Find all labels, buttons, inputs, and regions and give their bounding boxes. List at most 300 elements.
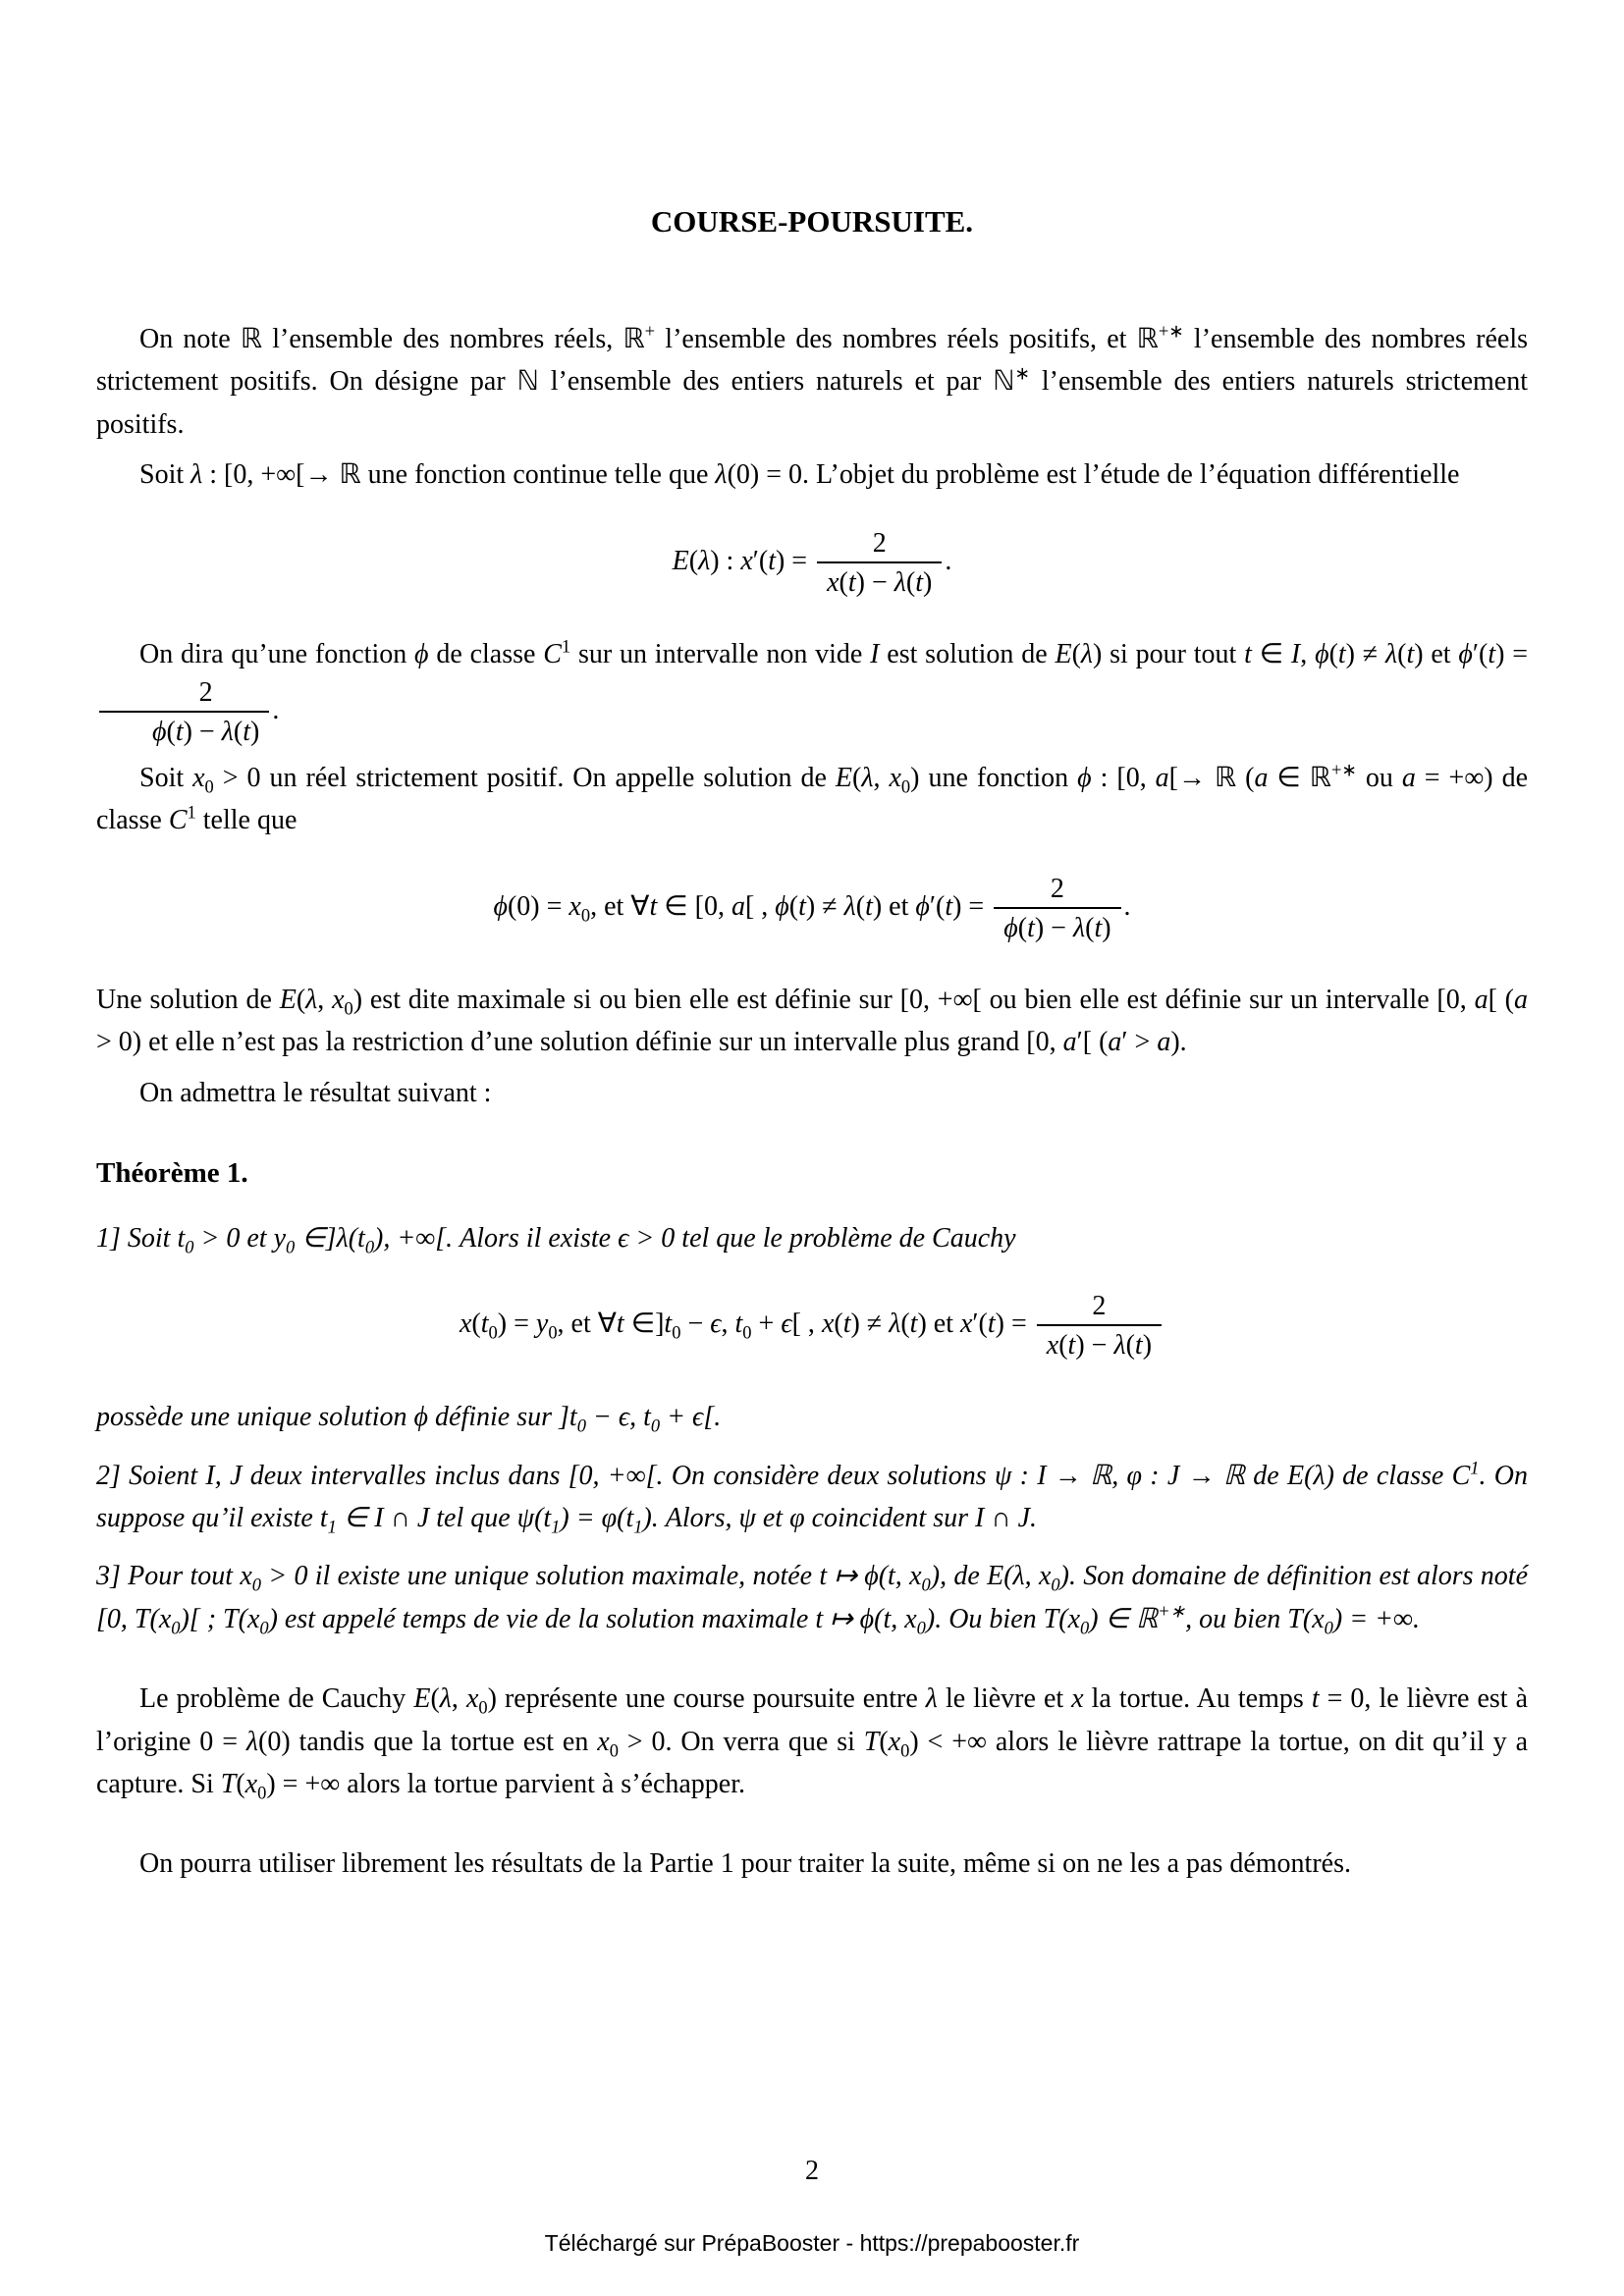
text-run: → ℝ de — [1179, 1460, 1288, 1491]
text-run: de classe — [428, 638, 544, 669]
text-run: ∈ ℝ — [1268, 762, 1331, 793]
math-variable: a — [1514, 984, 1529, 1015]
math-variable: y — [535, 1308, 549, 1340]
math-variable: ϕ — [864, 1561, 879, 1592]
text-run: ∈] — [295, 1222, 337, 1254]
text-run: 1] Soit — [96, 1222, 178, 1254]
text-run: On pourra utiliser librement les résultats de la Partie 1 pour traiter la suite, même si on ne les a pas démontrés. — [139, 1848, 1351, 1880]
math-variable: t — [625, 1503, 634, 1534]
text-run: ). — [1170, 1027, 1187, 1058]
text-run: ) ≠ — [805, 890, 844, 922]
math-variable: T — [220, 1768, 237, 1799]
math-variable: x — [1067, 1603, 1080, 1634]
math-variable: λ — [1113, 1330, 1126, 1362]
text-run: , — [873, 762, 890, 793]
text-run: ). Ou bien — [925, 1603, 1044, 1634]
math-variable: x — [1038, 1561, 1052, 1592]
math-variable: a — [1254, 762, 1269, 793]
fraction — [1037, 1289, 1162, 1362]
math-variable: x — [240, 1561, 252, 1592]
text-run: ( — [879, 1726, 889, 1757]
math-variable: ϵ — [618, 1222, 629, 1254]
text-run: − — [585, 1402, 619, 1433]
superscript: + — [644, 321, 656, 342]
subscript: 0 — [921, 1575, 931, 1595]
text-run: ( — [236, 1768, 245, 1799]
footer-credit — [0, 2230, 1624, 2257]
subscript: 0 — [478, 1697, 488, 1718]
text-run: Soit — [139, 459, 191, 491]
math-variable: ϵ — [710, 1308, 722, 1340]
math-variable: a — [1155, 762, 1169, 793]
subscript: 1 — [551, 1517, 561, 1537]
text-run: , — [629, 1402, 644, 1433]
text-run: ) = — [952, 890, 992, 922]
text-run: ( — [430, 1683, 440, 1715]
text-run: ) et — [1414, 638, 1459, 669]
text-run: est solution de — [879, 638, 1056, 669]
subscript: 0 — [609, 1740, 619, 1761]
math-variable: t — [177, 1222, 186, 1254]
text-run: On note ℝ l’ensemble des nombres réels, ℝ — [139, 324, 645, 354]
math-variable: λ — [305, 984, 318, 1015]
theorem-item-2 — [96, 1455, 1528, 1540]
text-run: ( — [1058, 1603, 1068, 1634]
math-variable: t — [543, 1503, 552, 1534]
cauchy-problem-equation — [96, 1289, 1528, 1362]
text-run: l’ensemble des entiers naturels strictement positifs. — [96, 366, 1528, 440]
math-variable: t — [357, 1222, 365, 1254]
text-run: et — [755, 1503, 790, 1534]
text-run: Le problème de Cauchy — [139, 1683, 414, 1715]
math-variable: x — [740, 545, 753, 576]
math-variable: λ — [889, 1308, 901, 1340]
fraction-numerator — [817, 526, 942, 561]
text-run: ( — [1085, 912, 1095, 943]
superscript: 1 — [187, 803, 196, 824]
text-run: + — [751, 1308, 782, 1340]
superscript: 1 — [1470, 1458, 1480, 1478]
math-variable: λ — [1384, 638, 1398, 669]
math-variable: t — [480, 1308, 489, 1340]
subscript: 1 — [633, 1517, 643, 1537]
text-run: Soit — [139, 762, 193, 793]
text-run: ′( — [929, 890, 946, 922]
text-run: ) — [249, 716, 260, 747]
math-variable: E — [1055, 638, 1072, 669]
text-run: ( — [471, 1308, 481, 1340]
math-variable: x — [821, 1308, 835, 1340]
text-run: sur un intervalle non vide — [570, 638, 871, 669]
math-variable: J — [230, 1460, 243, 1491]
pursuit-interpretation-paragraph — [96, 1678, 1528, 1805]
text-run: , et ∀ — [590, 890, 650, 922]
text-run: ) − — [1034, 912, 1073, 943]
text-run: ) − — [1075, 1330, 1114, 1362]
math-variable: C — [1451, 1460, 1471, 1491]
math-variable: E — [987, 1561, 1004, 1592]
text-run: ( — [905, 566, 916, 598]
math-variable: a — [1401, 762, 1416, 793]
math-variable: λ — [843, 890, 856, 922]
fraction-denominator — [99, 711, 269, 749]
math-variable: t — [815, 1603, 824, 1634]
text-run: , — [1300, 638, 1316, 669]
text-run: tel que — [429, 1503, 517, 1534]
subscript: 0 — [1080, 1618, 1090, 1638]
subscript: 0 — [488, 1322, 498, 1343]
maximal-solution-paragraph — [96, 979, 1528, 1064]
math-variable: λ — [1012, 1561, 1025, 1592]
math-variable: a — [1108, 1027, 1122, 1058]
math-variable: t — [1134, 1330, 1143, 1362]
superscript: 1 — [561, 636, 571, 657]
superscript: +∗ — [1330, 760, 1357, 780]
math-variable: λ — [893, 566, 906, 598]
math-variable: I — [374, 1503, 384, 1534]
text-run: ( — [788, 890, 799, 922]
math-variable: t — [768, 545, 776, 576]
math-variable: ϕ — [493, 890, 508, 922]
text-run: ) — [1142, 1330, 1153, 1362]
text-run: ( — [839, 566, 848, 598]
text-run: ∈] — [623, 1308, 665, 1340]
theorem-item-3 — [96, 1555, 1528, 1640]
math-variable: a — [1157, 1027, 1171, 1058]
text-run: ( — [238, 1603, 247, 1634]
text-run: ) — [923, 566, 933, 598]
math-variable: ϵ — [781, 1308, 792, 1340]
text-run: . — [272, 694, 280, 725]
text-run: ) est dite maximale si ou bien elle est définie sur [0, +∞[ ou bien elle est définie sur un intervalle [0, — [352, 984, 1475, 1015]
math-variable: E — [1287, 1460, 1305, 1491]
text-run: = 0, le lièvre est à l’origine 0 = — [96, 1683, 1529, 1757]
text-run: définie sur ] — [428, 1402, 569, 1433]
superscript: +∗ — [1158, 321, 1184, 342]
text-run: , — [451, 1683, 466, 1715]
text-run: ). Son domaine de définition est alors noté [0, — [96, 1561, 1529, 1634]
text-run: ) si pour tout — [1093, 638, 1245, 669]
text-run: + — [660, 1402, 693, 1433]
fraction-denominator — [1037, 1324, 1162, 1362]
math-variable: x — [246, 1603, 260, 1634]
text-run: [. — [703, 1402, 722, 1433]
math-variable: a — [1062, 1027, 1077, 1058]
text-run: ( — [534, 1503, 544, 1534]
text-run: ′ > — [1121, 1027, 1158, 1058]
fraction — [99, 675, 269, 749]
text-run: ) : — [710, 545, 741, 576]
text-run: (0) = — [507, 890, 569, 922]
math-variable: t — [1488, 638, 1496, 669]
text-run: . On suppose qu’il existe — [96, 1460, 1529, 1534]
text-run: ) et — [917, 1308, 960, 1340]
text-run: : — [1142, 1460, 1167, 1491]
superscript: +∗ — [1158, 1601, 1186, 1622]
math-variable: ϕ — [1315, 638, 1329, 669]
subscript: 0 — [548, 1322, 558, 1343]
math-variable: t — [987, 1308, 996, 1340]
text-run: coincident sur — [804, 1503, 975, 1534]
math-variable: λ — [925, 1683, 938, 1715]
math-variable: λ — [715, 459, 728, 491]
text-run: , ou bien — [1185, 1603, 1288, 1634]
math-variable: I — [975, 1503, 985, 1534]
text-run: ( — [166, 716, 176, 747]
math-variable: x — [1046, 1330, 1059, 1362]
footer-credit-text: Téléchargé sur PrépaBooster - — [544, 2230, 860, 2256]
subscript: 0 — [916, 1618, 926, 1638]
theorem-1-heading: Théorème 1. — [96, 1156, 248, 1189]
math-variable: ϕ — [915, 890, 930, 922]
text-run: [→ ℝ ( — [1168, 762, 1255, 793]
equation-solution-condition — [96, 872, 1528, 945]
math-variable: T — [223, 1603, 239, 1634]
math-variable: t — [243, 716, 250, 747]
text-run: 2] Soient — [96, 1460, 206, 1491]
math-variable: x — [459, 1308, 472, 1340]
text-run: 3] Pour tout — [96, 1561, 241, 1592]
lambda-definition-paragraph — [96, 454, 1528, 496]
math-variable: λ — [698, 545, 711, 576]
text-run: > 0 il existe une unique solution maximale, notée — [260, 1561, 820, 1592]
text-run: Une solution de — [96, 984, 280, 1015]
math-variable: λ — [221, 716, 234, 747]
text-run: [ ( — [1488, 984, 1515, 1015]
text-run: 2 — [198, 676, 213, 708]
text-run: deux intervalles inclus dans [0, +∞[. On considère deux solutions — [242, 1460, 995, 1491]
text-run: ( — [834, 1308, 843, 1340]
math-variable: t — [909, 1308, 918, 1340]
math-variable: I — [870, 638, 880, 669]
subscript: 0 — [672, 1322, 681, 1343]
solution-of-E-definition-paragraph — [96, 633, 1528, 749]
subscript: 0 — [580, 905, 591, 926]
math-variable: x — [904, 1603, 917, 1634]
text-run: [ , — [744, 890, 776, 922]
subscript: 0 — [364, 1237, 375, 1257]
text-run: ) ∈ ℝ — [1089, 1603, 1159, 1634]
subscript: 0 — [185, 1237, 194, 1257]
fraction — [817, 526, 942, 600]
fraction-numerator — [994, 872, 1120, 907]
math-variable: t — [664, 1308, 673, 1340]
subscript: 0 — [650, 1415, 661, 1436]
text-run: . — [945, 545, 952, 576]
math-variable: λ — [439, 1683, 452, 1715]
math-variable: x — [1071, 1683, 1084, 1715]
text-run: : — [1011, 1460, 1038, 1491]
text-run: ) = — [775, 545, 815, 576]
text-run: ↦ — [823, 1603, 860, 1634]
text-run: ), de — [930, 1561, 988, 1592]
theorem-item-1-conclusion — [96, 1396, 1528, 1438]
subscript: 0 — [257, 1783, 267, 1803]
subscript: 0 — [171, 1618, 181, 1638]
math-variable: x — [465, 1683, 479, 1715]
math-variable: a — [731, 890, 745, 922]
text-run: ) < +∞ alors le lièvre rattrape la tortue, on dit qu’il y a capture. Si — [96, 1726, 1528, 1799]
admitted-result-paragraph — [96, 1072, 1528, 1114]
text-run: ) = — [497, 1308, 536, 1340]
text-run: ( — [855, 890, 866, 922]
math-variable: J — [1017, 1503, 1030, 1534]
text-run: ∩ — [984, 1503, 1018, 1534]
text-run: ( — [1017, 912, 1028, 943]
math-variable: λ — [336, 1222, 349, 1254]
footer-credit-url[interactable]: https://prepabooster.fr — [859, 2230, 1080, 2256]
text-run: ( — [878, 1561, 889, 1592]
math-variable: ϕ — [152, 716, 167, 747]
text-run: ) = — [995, 1308, 1034, 1340]
subscript: 0 — [1051, 1575, 1060, 1595]
math-variable: T — [1287, 1603, 1303, 1634]
math-variable: x — [332, 984, 345, 1015]
math-variable: ψ — [516, 1503, 535, 1534]
math-variable: I — [205, 1460, 215, 1491]
math-variable: t — [847, 566, 856, 598]
math-variable: t — [915, 566, 924, 598]
text-run: telle que — [195, 805, 298, 836]
math-variable: a — [1474, 984, 1489, 1015]
text-run: ( — [617, 1503, 626, 1534]
math-variable: t — [865, 890, 873, 922]
math-variable: J — [1166, 1460, 1180, 1491]
subscript: 0 — [1324, 1618, 1333, 1638]
text-run: ( — [1328, 638, 1338, 669]
math-variable: t — [568, 1402, 577, 1433]
math-variable: t — [1067, 1330, 1076, 1362]
math-variable: x — [158, 1603, 172, 1634]
text-run: On admettra le résultat suivant : — [139, 1077, 492, 1108]
math-variable: t — [1244, 638, 1252, 669]
subscript: 0 — [576, 1415, 586, 1436]
text-run: ou — [1356, 762, 1402, 793]
text-run: ) = +∞ alors la tortue parvient à s’échapper. — [266, 1768, 746, 1799]
math-variable: t — [1337, 638, 1346, 669]
text-run: ( — [296, 984, 306, 1015]
subscript: 0 — [259, 1618, 269, 1638]
math-variable: x — [244, 1768, 258, 1799]
math-variable: λ — [190, 459, 203, 491]
math-variable: t — [616, 1308, 624, 1340]
subscript: 0 — [742, 1322, 752, 1343]
text-run: : [0, +∞[→ ℝ une fonction continue telle que — [202, 459, 716, 491]
math-variable: I — [1037, 1460, 1047, 1491]
text-run: ) de classe — [1325, 1460, 1452, 1491]
equation-E-lambda — [96, 526, 1528, 600]
text-run: ( — [1125, 1330, 1135, 1362]
text-run: ( — [1058, 1330, 1068, 1362]
subscript: 1 — [327, 1517, 337, 1537]
text-run: ′( — [752, 545, 769, 576]
text-run: (0) tandis que la tortue est en — [258, 1726, 598, 1757]
math-variable: E — [835, 762, 853, 793]
text-run: , — [891, 1603, 905, 1634]
math-variable: x — [959, 1308, 973, 1340]
text-run: , — [1024, 1561, 1039, 1592]
math-variable: x — [827, 566, 839, 598]
text-run: ) ≠ — [1345, 638, 1385, 669]
math-variable: t — [819, 1561, 828, 1592]
text-run: : [0, — [1091, 762, 1156, 793]
math-variable: x — [568, 890, 581, 922]
text-run: 2 — [1050, 873, 1064, 904]
math-variable: t — [883, 1603, 892, 1634]
math-variable: E — [279, 984, 297, 1015]
text-run: − — [680, 1308, 711, 1340]
text-run: ) ≠ — [850, 1308, 890, 1340]
math-variable: x — [1312, 1603, 1325, 1634]
math-variable: x — [909, 1561, 922, 1592]
fraction-denominator — [817, 561, 942, 600]
text-run: ∈ — [1251, 638, 1291, 669]
math-variable: ϕ — [775, 890, 789, 922]
math-variable: ϵ — [618, 1402, 630, 1433]
text-run: la tortue. Au temps — [1083, 1683, 1312, 1715]
math-variable: E — [672, 545, 689, 576]
math-variable: t — [734, 1308, 743, 1340]
text-run: )[ ; — [180, 1603, 224, 1634]
text-run: ( — [1071, 638, 1081, 669]
math-variable: J — [416, 1503, 430, 1534]
math-variable: t — [945, 890, 953, 922]
math-variable: t — [649, 890, 658, 922]
text-run: ( — [348, 1222, 358, 1254]
fraction-denominator — [994, 907, 1120, 945]
math-variable: λ — [245, 1726, 259, 1757]
math-variable: t — [175, 716, 184, 747]
text-run: ( — [852, 762, 862, 793]
text-run: 2 — [1092, 1291, 1107, 1322]
math-variable: t — [842, 1308, 851, 1340]
text-run: ). Alors, — [642, 1503, 739, 1534]
text-run: ) et — [872, 890, 916, 922]
math-variable: ϕ — [414, 638, 429, 669]
page-number: 2 — [805, 2156, 819, 2186]
text-run: ) est appelé temps de vie de la solution maximale — [268, 1603, 816, 1634]
text-run: , — [317, 984, 333, 1015]
text-run: ) − — [183, 716, 222, 747]
math-variable: λ — [1080, 638, 1094, 669]
math-variable: T — [134, 1603, 150, 1634]
math-variable: φ — [789, 1503, 805, 1534]
text-run: ( — [1003, 1561, 1013, 1592]
text-run: ′( — [972, 1308, 988, 1340]
text-run: ∩ — [383, 1503, 417, 1534]
math-variable: ϕ — [413, 1402, 429, 1433]
math-variable: t — [319, 1503, 328, 1534]
text-run: ) = — [560, 1503, 602, 1534]
math-variable: ϵ — [692, 1402, 704, 1433]
text-run: On dira qu’une fonction — [139, 638, 415, 669]
text-run: . — [1030, 1503, 1037, 1534]
fraction-numerator — [1037, 1289, 1162, 1324]
math-variable: ϕ — [1077, 762, 1092, 793]
text-run: > 0 tel que le problème de Cauchy — [628, 1222, 1016, 1254]
text-run: , — [214, 1460, 231, 1491]
math-variable: t — [1311, 1683, 1320, 1715]
text-run: ( — [1304, 1460, 1314, 1491]
text-run: possède une unique solution — [96, 1402, 414, 1433]
math-variable: C — [543, 638, 562, 669]
text-run: ′[ ( — [1076, 1027, 1109, 1058]
text-run: ) — [1102, 912, 1111, 943]
text-run: [ , — [791, 1308, 822, 1340]
math-variable: x — [192, 762, 205, 793]
text-run: . — [1123, 890, 1131, 922]
math-variable: E — [413, 1683, 431, 1715]
